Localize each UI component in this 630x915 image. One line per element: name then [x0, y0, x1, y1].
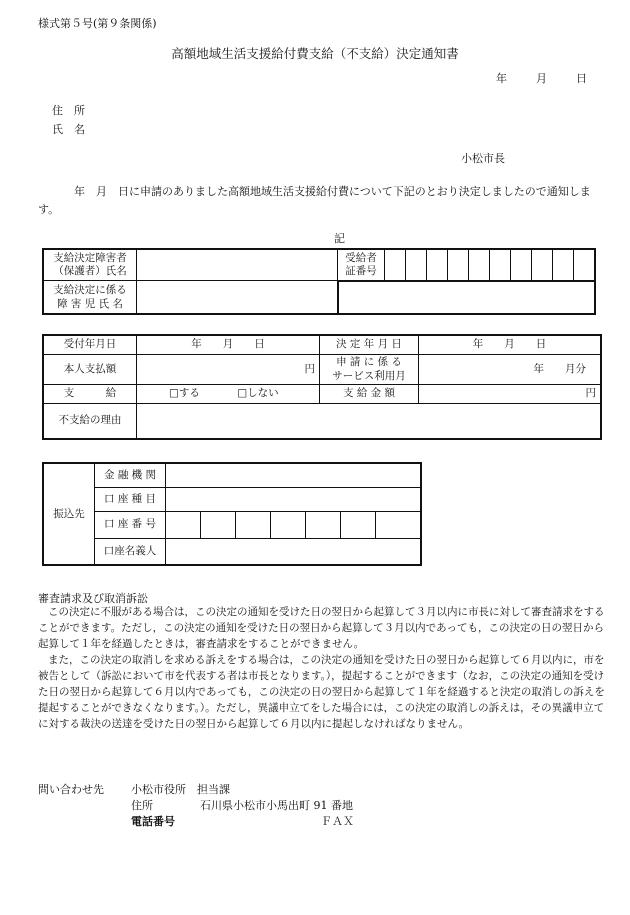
name-label: 氏 名: [52, 123, 85, 136]
notice-heading: 審査請求及び取消訴訟: [38, 592, 148, 605]
blank-area: [338, 281, 596, 315]
cert-digit[interactable]: [553, 249, 574, 281]
date-year: 年: [496, 72, 507, 85]
bank-label: 金 融 機 関: [95, 463, 166, 487]
self-pay-value[interactable]: [137, 354, 320, 384]
cert-label-line1: 受給者: [345, 251, 377, 264]
issue-date: [496, 72, 587, 85]
notice-text: [38, 604, 614, 732]
amount-label: 支 給 金 額: [320, 384, 419, 403]
date-month: 月: [536, 72, 547, 85]
cert-label-line2: 証番号: [345, 264, 377, 277]
decision-date-value[interactable]: 年 月 日: [419, 335, 602, 354]
contact-tel-label: 電話番号: [131, 815, 175, 828]
child-label-line1: 支給決定に係る: [53, 284, 127, 296]
address-label: 住 所: [52, 104, 85, 117]
option-no-checkbox[interactable]: □しない: [237, 387, 279, 400]
account-digit[interactable]: [236, 511, 271, 538]
notice-paragraph-2: また，この決定の取消しを求める訴えをする場合は，この決定の通知を受けた日の翌日から起算して６月以内に，市を被告として（訴訟において市を代表する者は市長となります。），提起することができます（なお，この決定の通知を受けた日の翌日から起算して６月以内であっても，この決定の日の翌日から起算して１年を経過すると決定の取消しの訴えを提起することができなくなります。）。ただし，異議申立てをした場合には，この決定の取消しの訴えは，その異議申立てに対する裁決の送達を受けた日の翌日から起算して６月以内に提起しなければなりません。: [38, 654, 605, 730]
transfer-header: 振込先: [43, 463, 95, 565]
account-number-label: 口 座 番 号: [95, 511, 166, 538]
cert-digit[interactable]: [511, 249, 532, 281]
account-digit[interactable]: [376, 511, 422, 538]
cert-digit[interactable]: [490, 249, 511, 281]
applicant-name-field[interactable]: [137, 249, 338, 281]
received-date-label: 受付年月日: [43, 335, 137, 354]
child-name-field[interactable]: [137, 281, 338, 315]
decision-table: [42, 334, 602, 440]
intro-text: 年 月 日に申請のありました高額地域生活支援給付費について下記のとおり決定しましたので通知します。: [38, 185, 591, 216]
ki-mark: 記: [334, 232, 345, 245]
contact-address-label: 住所: [131, 799, 153, 812]
account-holder-label: 口座名義人: [95, 538, 166, 565]
applicant-label-line1: 支給決定障害者: [53, 252, 127, 264]
cert-digit[interactable]: [469, 249, 490, 281]
child-label-line2: 障 害 児 氏 名: [57, 298, 123, 310]
contact-label: 問い合わせ先: [38, 783, 104, 796]
date-day: 日: [576, 72, 587, 85]
cert-digit[interactable]: [385, 249, 406, 281]
bank-field[interactable]: [166, 463, 422, 487]
document-title: 高額地域生活支援給付費支給（不支給）決定通知書: [171, 46, 459, 61]
account-digit[interactable]: [341, 511, 376, 538]
service-label-line1: 申 請 に 係 る: [336, 356, 402, 368]
form-number: 様式第５号(第９条関係): [38, 17, 157, 30]
received-date-value[interactable]: 年 月 日: [137, 335, 320, 354]
decision-date-label: 決 定 年 月 日: [320, 335, 419, 354]
cert-digit[interactable]: [448, 249, 469, 281]
cert-digit[interactable]: [532, 249, 553, 281]
contact-office: 小松市役所 担当課: [131, 783, 230, 796]
account-digit[interactable]: [271, 511, 306, 538]
account-holder-field[interactable]: [166, 538, 422, 565]
contact-fax-label: ＦＡＸ: [321, 815, 354, 828]
applicant-table: [42, 248, 596, 315]
reason-label: 不支給の理由: [43, 403, 137, 439]
account-type-field[interactable]: [166, 487, 422, 511]
cert-digit[interactable]: [574, 249, 596, 281]
child-name-label: [43, 281, 137, 315]
account-digit[interactable]: [166, 511, 201, 538]
applicant-name-label: [43, 249, 137, 281]
self-pay-yen: 円: [304, 362, 315, 375]
amount-value[interactable]: [419, 384, 602, 403]
applicant-label-line2: （保護者）氏名: [53, 265, 127, 277]
amount-yen: 円: [585, 387, 596, 400]
self-pay-label: 本人支払額: [43, 354, 137, 384]
issuer: 小松市長: [461, 152, 505, 165]
payment-label: 支 給: [43, 384, 137, 403]
option-yes-checkbox[interactable]: □する: [169, 387, 200, 400]
cert-number-label: [338, 249, 385, 281]
cert-digit[interactable]: [406, 249, 427, 281]
account-type-label: 口 座 種 目: [95, 487, 166, 511]
payment-options: [137, 384, 320, 403]
service-label-line2: サービス利用月: [332, 370, 406, 382]
contact-address: 石川県小松市小馬出町 91 番地: [200, 799, 353, 812]
cert-digit[interactable]: [427, 249, 448, 281]
account-digit[interactable]: [306, 511, 341, 538]
reason-field[interactable]: [137, 403, 602, 439]
service-month-label: [320, 354, 419, 384]
bank-table: [42, 462, 422, 566]
notice-paragraph-1: この決定に不服がある場合は，この決定の通知を受けた日の翌日から起算して３月以内に市長に対して審査請求をすることができます。ただし，この決定の通知を受けた日の翌日から起算して３月以内であっても，この決定の日の翌日から起算して１年を経過したときは，審査請求をすることができません。: [38, 606, 605, 650]
account-digit[interactable]: [201, 511, 236, 538]
service-month-value[interactable]: 年 月分: [419, 354, 602, 384]
